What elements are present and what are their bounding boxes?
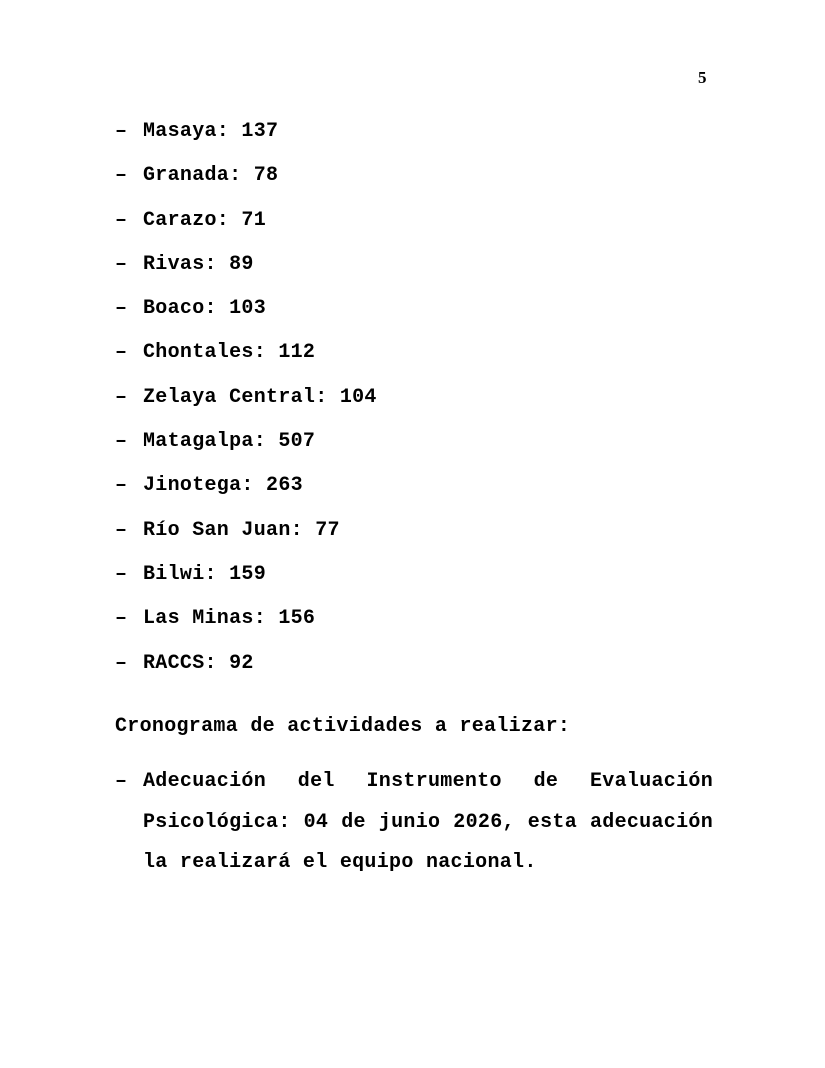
- list-dash: –: [115, 651, 128, 675]
- list-item: [115, 117, 377, 161]
- list-item-text: Carazo: 71: [143, 208, 267, 232]
- list-item-text: Chontales: 112: [143, 341, 316, 365]
- list-item-text: Granada: 78: [143, 164, 279, 188]
- list-item: [115, 250, 377, 294]
- list-dash: –: [115, 430, 128, 454]
- list-item-text: Zelaya Central: 104: [143, 385, 377, 409]
- list-item: [115, 471, 377, 515]
- list-dash: –: [115, 562, 128, 586]
- list-item: [115, 383, 377, 427]
- list-item: [115, 338, 377, 382]
- page-number: 5: [698, 68, 707, 87]
- list-dash: –: [115, 770, 128, 793]
- list-dash: –: [115, 518, 128, 542]
- activity-item: [115, 767, 715, 884]
- list-dash: –: [115, 120, 128, 143]
- list-dash: –: [115, 385, 128, 409]
- list-item: [115, 604, 377, 648]
- list-item-text: Río San Juan: 77: [143, 518, 340, 542]
- department-list: [115, 117, 377, 693]
- list-item-text: Bilwi: 159: [143, 562, 267, 586]
- list-dash: –: [115, 474, 128, 498]
- list-dash: –: [115, 341, 128, 365]
- list-item: [115, 161, 377, 205]
- list-item-text: Boaco: 103: [143, 297, 267, 321]
- list-dash: –: [115, 607, 128, 631]
- list-item: [115, 427, 377, 471]
- list-item: [115, 294, 377, 338]
- activity-text: Adecuación del Instrumento de Evaluación Psicológica: 04 de junio 2026, esta adecuación la realizará el equipo nacional.: [143, 770, 713, 874]
- list-item: [115, 516, 377, 560]
- list-item-text: Matagalpa: 507: [143, 430, 316, 454]
- list-item: [115, 649, 377, 693]
- list-dash: –: [115, 252, 128, 276]
- list-item-text: Las Minas: 156: [143, 607, 316, 631]
- list-item-text: Masaya: 137: [143, 120, 279, 143]
- list-dash: –: [115, 208, 128, 232]
- list-item-text: RACCS: 92: [143, 651, 254, 675]
- list-item: [115, 560, 377, 604]
- schedule-heading: Cronograma de actividades a realizar:: [115, 715, 571, 738]
- list-item-text: Rivas: 89: [143, 252, 254, 276]
- list-dash: –: [115, 297, 128, 321]
- list-dash: –: [115, 164, 128, 188]
- list-item-text: Jinotega: 263: [143, 474, 303, 498]
- list-item: [115, 206, 377, 250]
